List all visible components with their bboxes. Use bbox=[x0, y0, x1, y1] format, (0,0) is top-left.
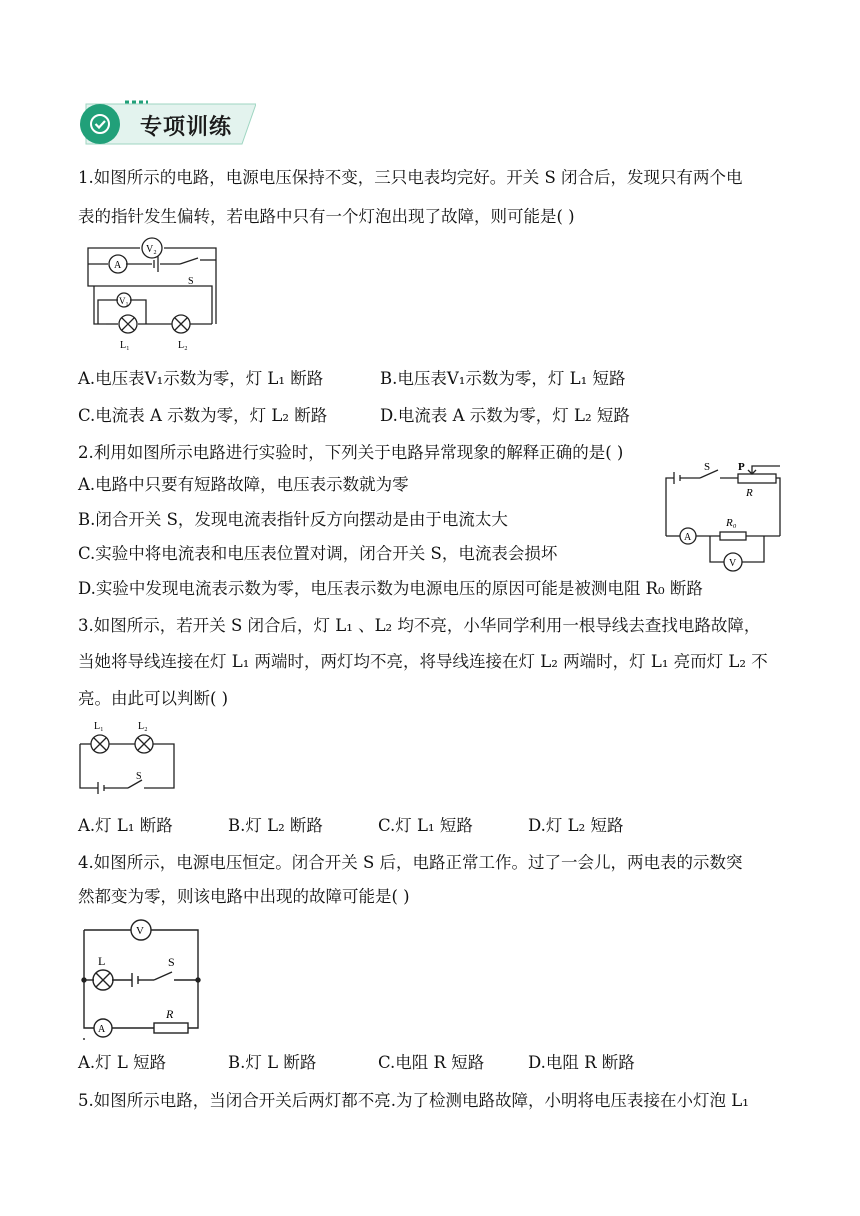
q3-option-d[interactable]: D.灯 L₂ 短路 bbox=[528, 816, 624, 835]
q1-option-d[interactable]: D.电流表 A 示数为零，灯 L₂ 短路 bbox=[380, 406, 630, 425]
q1-fig-v2-label: V₂ bbox=[146, 244, 157, 255]
q4-fig-s-label: S bbox=[168, 955, 175, 969]
q2-fig-a-label: A bbox=[684, 532, 692, 543]
q5-stem-line1: 5.如图所示电路，当闭合开关后两灯都不亮.为了检测电路故障，小明将电压表接在小灯泡 L₁ bbox=[78, 1091, 749, 1110]
q2-fig-s-label: S bbox=[704, 461, 711, 473]
q3-option-a[interactable]: A.灯 L₁ 断路 bbox=[78, 816, 173, 835]
q1-fig-l2-label: L₂ bbox=[178, 340, 188, 351]
q4-stem-line1: 4.如图所示，电源电压恒定。闭合开关 S 后，电路正常工作。过了一会儿，两电表的示数突 bbox=[78, 853, 743, 872]
q2-option-b[interactable]: B.闭合开关 S，发现电流表指针反方向摆动是由于电流太大 bbox=[78, 510, 508, 529]
q4-stem-line2: 然都变为零，则该电路中出现的故障可能是( ) bbox=[78, 887, 410, 906]
q1-fig-l1-label: L₁ bbox=[120, 340, 130, 351]
q2-circuit-diagram bbox=[660, 458, 786, 578]
q1-option-c[interactable]: C.电流表 A 示数为零，灯 L₂ 断路 bbox=[78, 406, 328, 425]
q1-circuit-diagram bbox=[82, 236, 222, 352]
q2-option-c[interactable]: C.实验中将电流表和电压表位置对调，闭合开关 S，电流表会损坏 bbox=[78, 544, 558, 563]
q2-fig-v-label: V bbox=[729, 558, 737, 569]
q2-option-a[interactable]: A.电路中只要有短路故障，电压表示数就为零 bbox=[78, 475, 409, 494]
q4-fig-l-label: L bbox=[98, 954, 106, 968]
q1-option-b[interactable]: B.电压表V₁示数为零，灯 L₁ 短路 bbox=[380, 369, 626, 388]
check-circle-icon bbox=[88, 112, 112, 136]
q2-option-d[interactable]: D.实验中发现电流表示数为零，电压表示数为电源电压的原因可能是被测电阻 R₀ 断路 bbox=[78, 579, 703, 598]
q4-fig-r-label: R bbox=[166, 1007, 174, 1021]
q4-circuit-diagram bbox=[80, 916, 204, 1040]
q2-fig-p-label: P bbox=[738, 461, 745, 473]
q3-stem-line3: 亮。由此可以判断( ) bbox=[78, 689, 229, 708]
q1-stem-line1: 1.如图所示的电路，电源电压保持不变，三只电表均完好。开关 S 闭合后，发现只有两个电 bbox=[78, 168, 743, 187]
q3-stem-line2: 当她将导线连接在灯 L₁ 两端时，两灯均不亮，将导线连接在灯 L₂ 两端时，灯 L₁ 亮而灯 L₂ 不 bbox=[78, 652, 768, 671]
q1-fig-a-label: A bbox=[114, 260, 122, 271]
section-title: 专项训练 bbox=[140, 115, 233, 140]
q1-fig-s-label: S bbox=[188, 276, 194, 287]
q4-option-b[interactable]: B.灯 L 断路 bbox=[228, 1053, 317, 1072]
q2-fig-r0-label: R₀ bbox=[726, 517, 737, 529]
q4-option-d[interactable]: D.电阻 R 断路 bbox=[528, 1053, 635, 1072]
q3-fig-s-label: S bbox=[136, 771, 142, 782]
q4-option-a[interactable]: A.灯 L 短路 bbox=[78, 1053, 167, 1072]
q1-option-a[interactable]: A.电压表V₁示数为零，灯 L₁ 断路 bbox=[78, 369, 324, 388]
q1-fig-v1-label: V₁ bbox=[119, 296, 129, 306]
q3-option-b[interactable]: B.灯 L₂ 断路 bbox=[228, 816, 323, 835]
q4-fig-a-label: A bbox=[98, 1024, 106, 1035]
q4-fig-v-label: V bbox=[136, 925, 144, 937]
q2-stem: 2.利用如图所示电路进行实验时，下列关于电路异常现象的解释正确的是( ) bbox=[78, 443, 624, 462]
q3-fig-l1-label: L₁ bbox=[94, 721, 104, 732]
q3-fig-l2-label: L₂ bbox=[138, 721, 148, 732]
q3-stem-line1: 3.如图所示，若开关 S 闭合后，灯 L₁ 、L₂ 均不亮，小华同学利用一根导线去查找电路故障， bbox=[78, 616, 761, 635]
q2-fig-r-label: R bbox=[746, 487, 753, 499]
q4-option-c[interactable]: C.电阻 R 短路 bbox=[378, 1053, 485, 1072]
q3-circuit-diagram bbox=[78, 716, 182, 802]
q3-option-c[interactable]: C.灯 L₁ 短路 bbox=[378, 816, 473, 835]
q1-stem-line2: 表的指针发生偏转，若电路中只有一个灯泡出现了故障，则可能是( ) bbox=[78, 207, 575, 226]
